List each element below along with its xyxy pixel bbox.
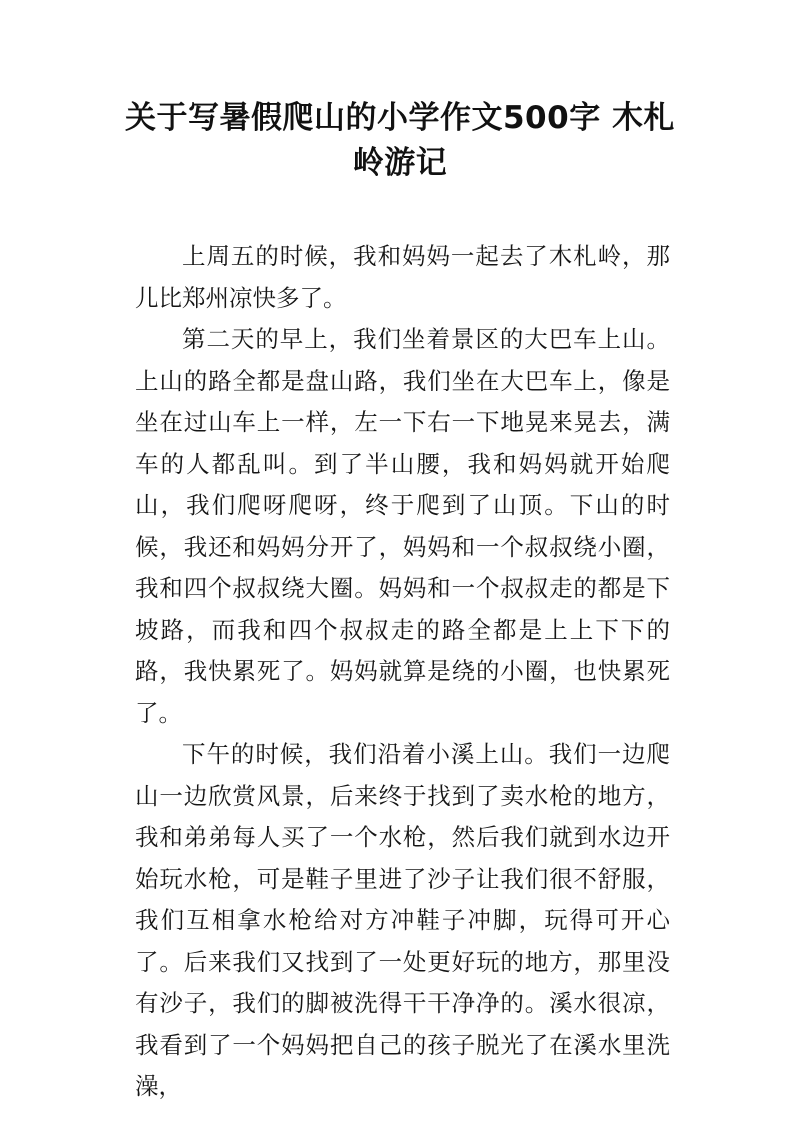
- paragraph-afternoon-stream: 下午的时候，我们沿着小溪上山。我们一边爬山一边欣赏风景，后来终于找到了卖水枪的地方，我和弟弟每人买了一个水枪，然后我们就到水边开始玩水枪，可是鞋子里进了沙子让我们很不舒服，我们互相拿水枪给对方冲鞋子冲脚，玩得可开心了。后来我们又找到了一处更好玩的地方，那里没有沙子，我们的脚被洗得干干净净的。溪水很凉，我看到了一个妈妈把自己的孩子脱光了在溪水里洗澡，: [135, 740, 670, 1100]
- paragraph-intro: 上周五的时候，我和妈妈一起去了木札岭，那儿比郑州凉快多了。: [135, 242, 670, 312]
- paragraph-morning-climb: 第二天的早上，我们坐着景区的大巴车上山。上山的路全都是盘山路，我们坐在大巴车上，像是坐在过山车上一样，左一下右一下地晃来晃去，满车的人都乱叫。到了半山腰，我和妈妈就开始爬山，我们爬呀爬呀，终于爬到了山顶。下山的时候，我还和妈妈分开了，妈妈和一个叔叔绕小圈，我和四个叔叔绕大圈。妈妈和一个叔叔走的都是下坡路，而我和四个叔叔走的路全都是上上下下的路，我快累死了。妈妈就算是绕的小圈，也快累死了。: [135, 325, 670, 727]
- document-body: [135, 236, 670, 1108]
- document-title: 关于写暑假爬山的小学作文500字 木札岭游记: [124, 100, 675, 181]
